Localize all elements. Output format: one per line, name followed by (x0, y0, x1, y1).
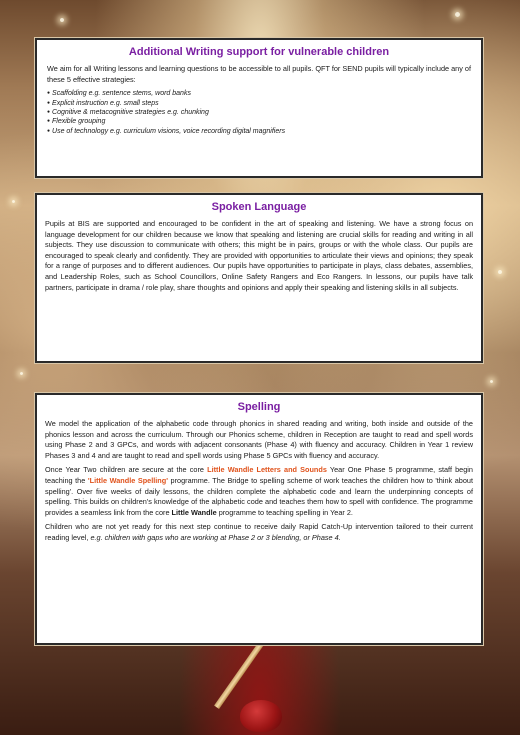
spelling-title: Spelling (237, 401, 281, 413)
spoken-language-title: Spoken Language (211, 201, 307, 213)
little-wandle-spelling-highlight: 'Little Wandle Spelling' (87, 475, 168, 485)
writing-support-intro: We aim for all Writing lessons and learning questions to be accessible to all pupils. QFT for SEND pupils will typically include any of these 5 effective strategies: (47, 64, 471, 84)
writing-support-panel (35, 38, 483, 178)
strategy-item: ● Use of technology e.g. curriculum visions, voice recording digital magnifiers (47, 127, 471, 136)
light-sparkle (60, 18, 64, 22)
spelling-p2-text: programme. The Bridge to spelling scheme of work teaches the children how to 'think about spelling'. Over five weeks of daily lessons, the children complete the alphabetic code and learn the underpinning concepts of spelling. This builds on children's knowledge of the alphabetic code and teaches them how to spell with confidence. The programme provides a seamless link from the core (45, 475, 473, 517)
light-sparkle (12, 200, 15, 203)
spelling-p2-text: Year One Phase 5 programme, staff begin teaching the (45, 465, 473, 485)
strategy-item: ● Scaffolding e.g. sentence stems, word banks (47, 89, 471, 98)
light-sparkle (455, 12, 460, 17)
spoken-language-panel (35, 193, 483, 363)
little-wandle-letters-highlight: Little Wandle Letters and Sounds (207, 465, 327, 475)
strategy-item: ● Explicit instruction e.g. small steps (47, 99, 471, 108)
strategy-item: ● Cognitive & metacognitive strategies e.g. chunking (47, 108, 471, 117)
light-sparkle (498, 270, 502, 274)
pencil-decoration (214, 640, 265, 709)
strategy-list (47, 89, 471, 136)
spelling-p3-example: e.g. children with gaps who are working at Phase 2 or 3 blending, or Phase 4. (90, 532, 341, 542)
writing-support-title: Additional Writing support for vulnerable children (128, 46, 390, 58)
spelling-paragraph-3 (45, 522, 473, 543)
little-wandle-bold: Little Wandle (171, 507, 217, 517)
spoken-language-body: Pupils at BIS are supported and encouraged to be confident in the art of speaking and listening. We have a strong focus on language development for our children because we know that speaking and listening are crucial skills for reading and writing in all subjects. They use discussion to communicate with others; this might be in pairs, groups or with the whole class. Our pupils are encouraged to speak clearly and confidently. They are provided with opportunities to articulate their views and opinions; they speak for a range of purposes and to different audiences. Our pupils have opportunities to participate in plays, class debates, assemblies, and Leadership Roles, such as School Councillors, Online Safety Rangers and Eco Rangers. In lessons, our pupils have talk partners, participate in drama / role play, share thoughts and opinions and apply their speaking and listening skills in all subjects. (45, 219, 473, 292)
spelling-p2-text: programme to teaching spelling in Year 2. (216, 507, 353, 517)
spelling-p2-text: Once Year Two children are secure at the core (45, 465, 208, 475)
strategy-item: ● Flexible grouping (47, 117, 471, 126)
spelling-paragraph-2 (45, 465, 473, 518)
spelling-p3-text: Children who are not yet ready for this next step continue to receive daily Rapid Catch-Up intervention tailored to their current reading level, (45, 522, 473, 542)
spelling-panel (35, 393, 483, 645)
wax-seal-decoration (240, 700, 282, 732)
light-sparkle (490, 380, 493, 383)
spelling-paragraph-1: We model the application of the alphabetic code through phonics in shared reading and writing, both inside and outside of the phonics lesson and across the curriculum. Through our Phonics scheme, children in Reception are taught to read and spell words using Phase 2 and 3 GPCs, and words with adjacent consonants (Phase 4) with fluency and accuracy. Children in Year 1 review Phases 3 and 4 and are taught to read and spell words using Phase 5 GPCs with fluency and accuracy. (45, 419, 473, 460)
light-sparkle (20, 372, 23, 375)
